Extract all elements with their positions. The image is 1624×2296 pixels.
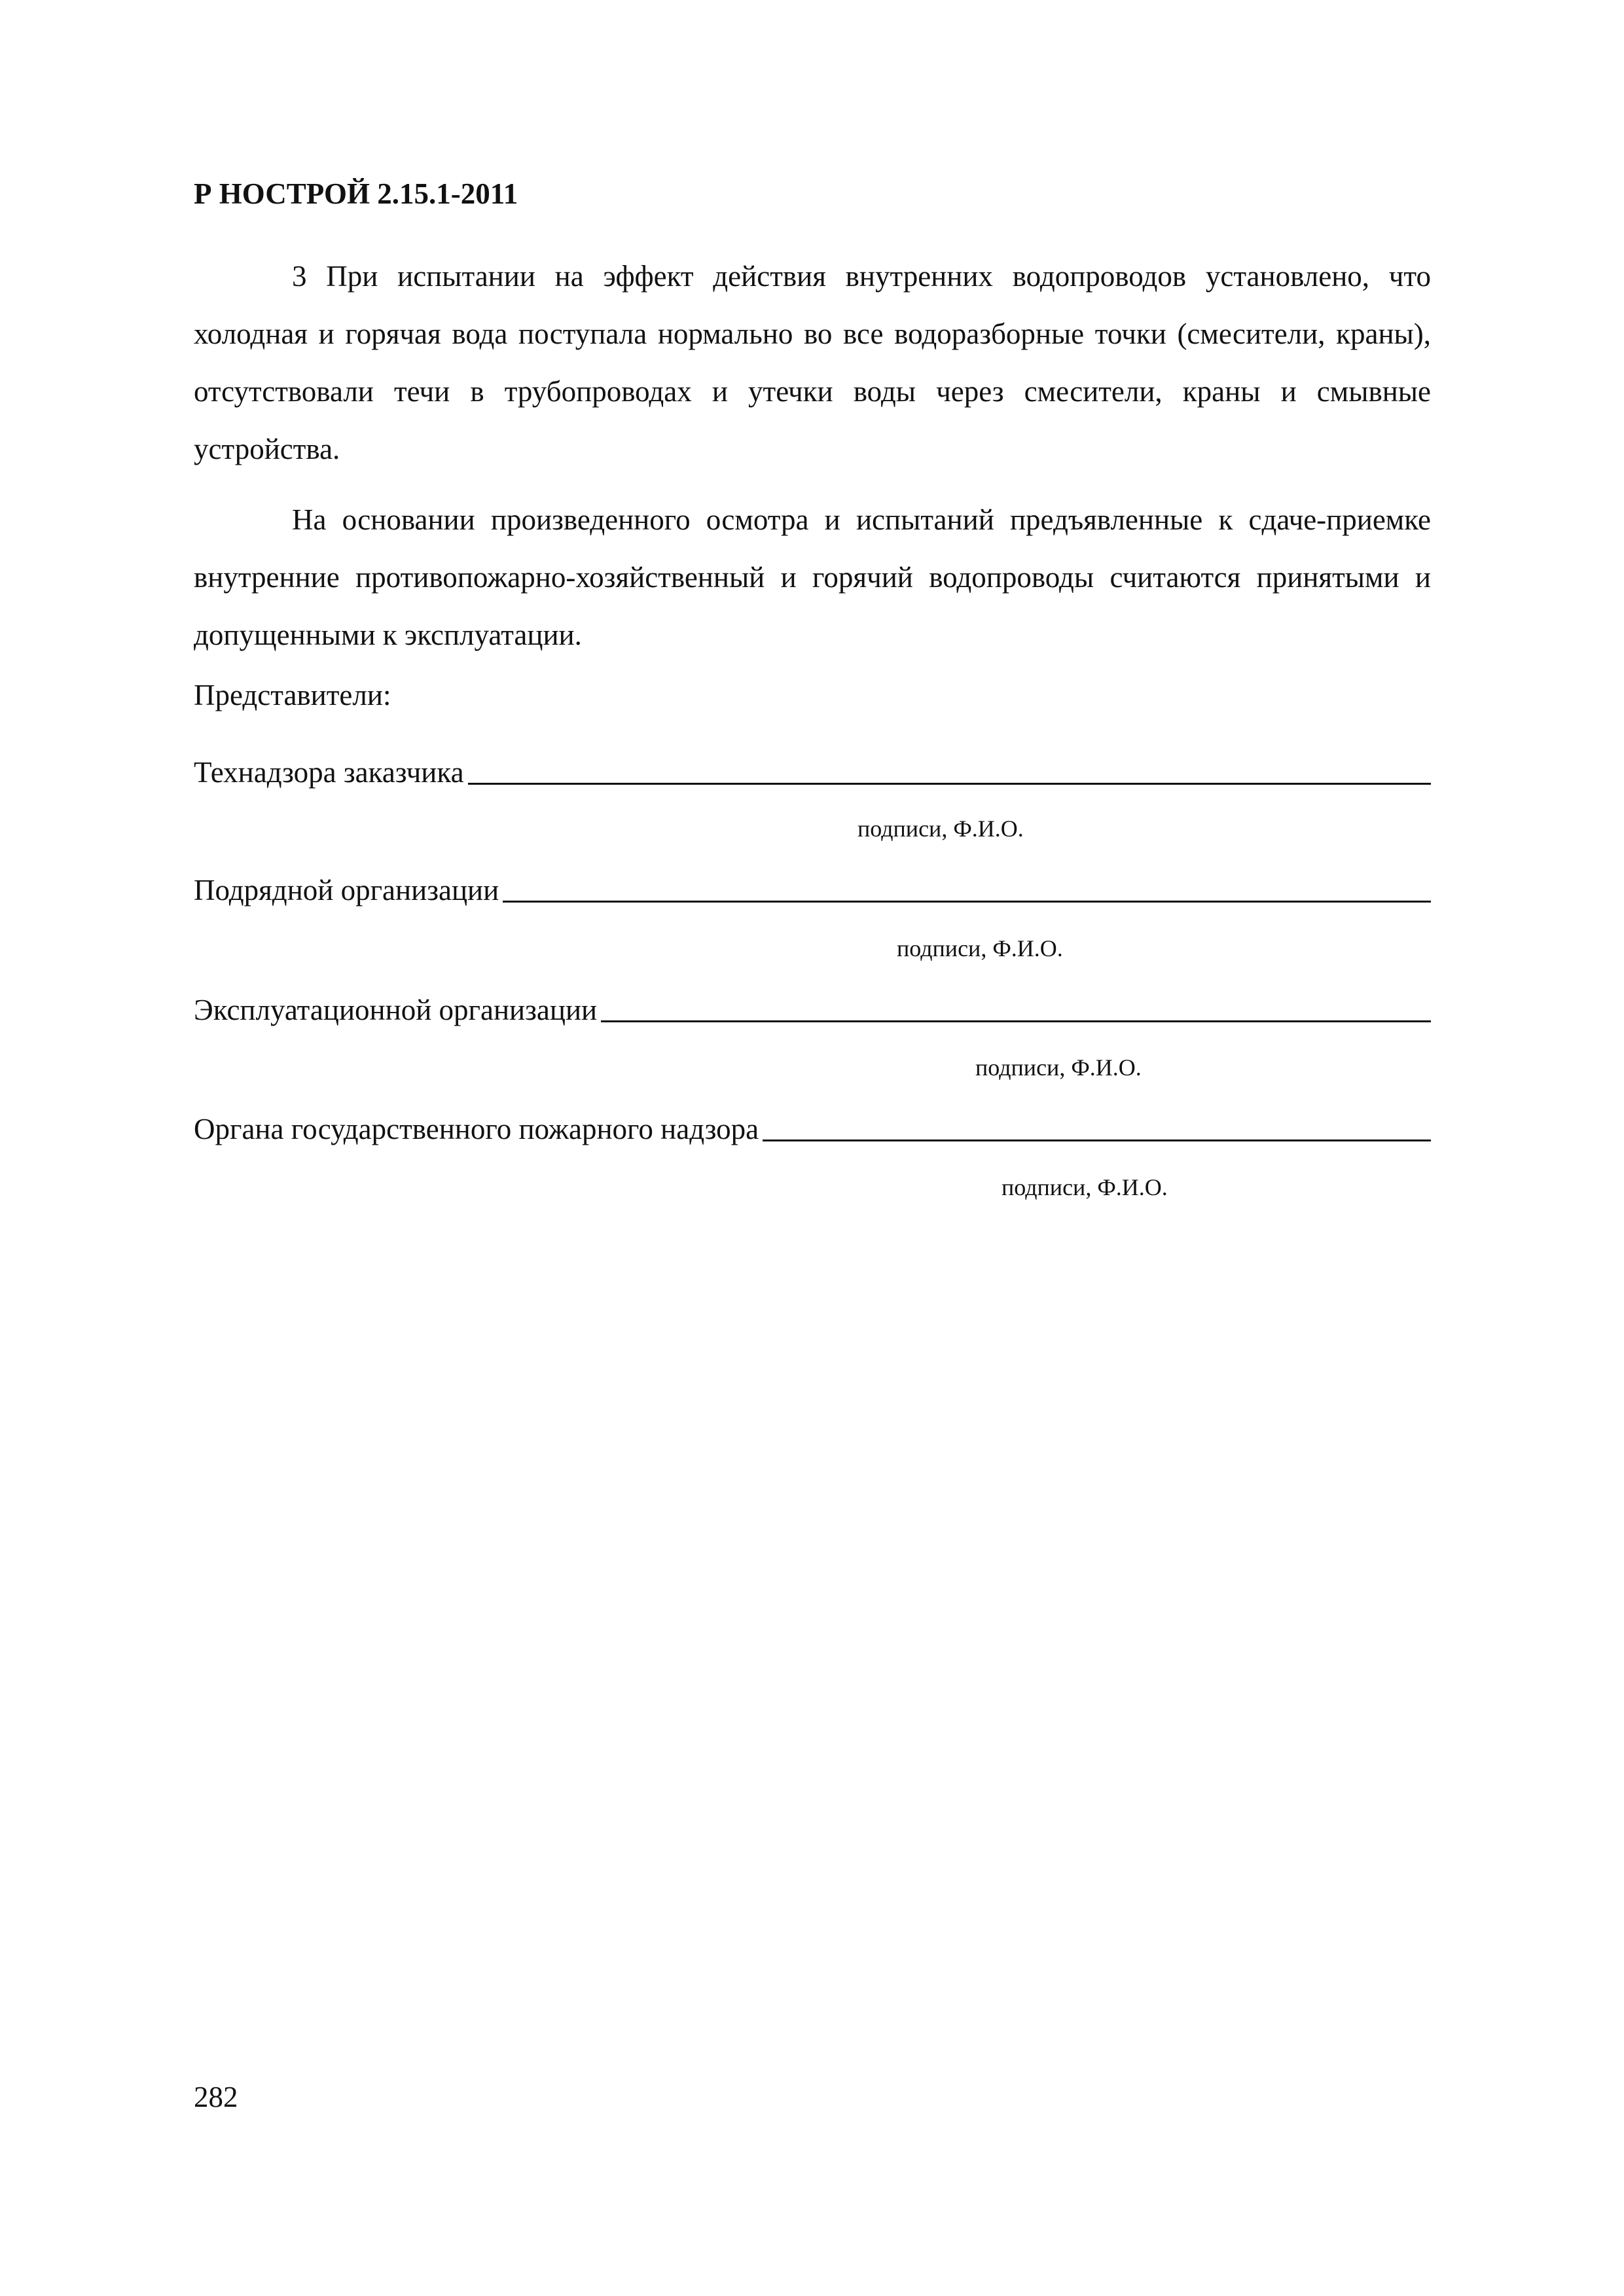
signature-label: Органа государственного пожарного надзора [194, 1113, 759, 1145]
document-header: Р НОСТРОЙ 2.15.1-2011 [194, 177, 518, 210]
signature-underline [503, 900, 1431, 903]
signature-label: Подрядной организации [194, 874, 499, 906]
signature-label: Технадзора заказчика [194, 756, 464, 789]
signature-caption: подписи, Ф.И.О. [897, 935, 1063, 961]
paragraph-acceptance: На основании произведенного осмотра и испытаний предъявленные к сдаче-приемке внутренние противопожарно-хозяйственный и горячий водопроводы считаются принятыми и допущенными к эксплуатации. [194, 503, 1431, 651]
signature-caption: подписи, Ф.И.О. [857, 816, 1024, 842]
signature-line-operating-org [194, 990, 1431, 1030]
signature-caption: подписи, Ф.И.О. [975, 1054, 1142, 1081]
signature-label: Эксплуатационной организации [194, 994, 598, 1026]
signature-caption: подписи, Ф.И.О. [1001, 1174, 1168, 1200]
signature-line-contractor [194, 870, 1431, 910]
signature-underline [601, 1020, 1431, 1022]
signature-line-fire-supervision [194, 1109, 1431, 1149]
signature-line-tech-supervision [194, 753, 1431, 792]
signature-underline [468, 782, 1431, 785]
representatives-label: Представители: [194, 679, 391, 711]
paragraph-test-results: 3 При испытании на эффект действия внутренних водопроводов установлено, что холодная и горячая вода поступала нормально во все водоразборные точки (смесители, краны), отсутствовали течи в трубопроводах и утечки воды через смесители, краны и смывные устройства. [194, 260, 1431, 465]
page-number: 282 [194, 2081, 238, 2113]
signature-underline [763, 1139, 1431, 1141]
